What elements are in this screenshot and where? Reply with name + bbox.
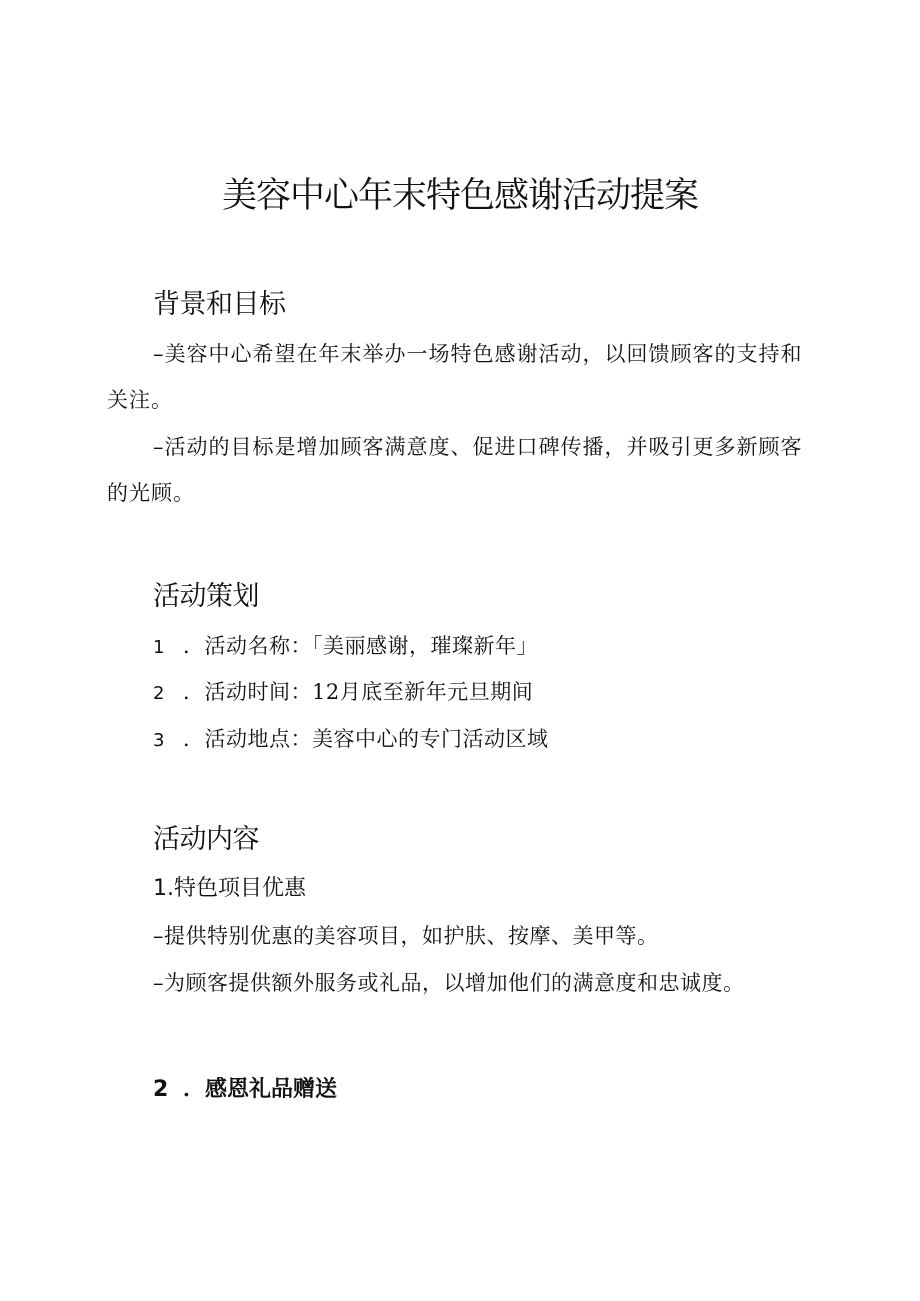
planning-item-2 — [153, 676, 533, 710]
content-subheading-2-text: ．感恩礼品赠送 — [183, 1077, 338, 1102]
background-paragraph-2: –活动的目标是增加顾客满意度、促进口碑传播，并吸引更多新顾客的光顾。 — [107, 435, 803, 505]
section-heading-content: 活动内容 — [153, 824, 259, 855]
content-subheading-1: 1.特色项目优惠 — [153, 876, 306, 901]
content-sub1-line-2: –为顾客提供额外服务或礼品，以增加他们的满意度和忠诚度。 — [153, 971, 745, 995]
planning-item-text: ．活动时间：12月底至新年元旦期间 — [183, 680, 534, 704]
planning-item-text: ．活动地点：美容中心的专门活动区域 — [183, 727, 549, 751]
section-heading-planning: 活动策划 — [153, 581, 259, 612]
planning-item-1 — [153, 630, 538, 664]
planning-item-3 — [153, 723, 549, 757]
planning-item-number: 2 — [153, 683, 165, 704]
background-paragraph-1: –美容中心希望在年末举办一场特色感谢活动，以回馈顾客的支持和关注。 — [107, 342, 803, 412]
planning-item-number: 1 — [153, 637, 165, 658]
planning-item-text: ．活动名称：「美丽感谢，璀璨新年」 — [183, 634, 538, 658]
content-sub1-line-1: –提供特别优惠的美容项目，如护肤、按摩、美甲等。 — [153, 924, 659, 948]
planning-item-number: 3 — [153, 730, 165, 751]
document-title: 美容中心年末特色感谢活动提案 — [221, 176, 698, 216]
content-subheading-2-number: 2 — [153, 1077, 169, 1102]
section-heading-background: 背景和目标 — [153, 289, 286, 320]
content-subheading-2 — [153, 1074, 337, 1106]
